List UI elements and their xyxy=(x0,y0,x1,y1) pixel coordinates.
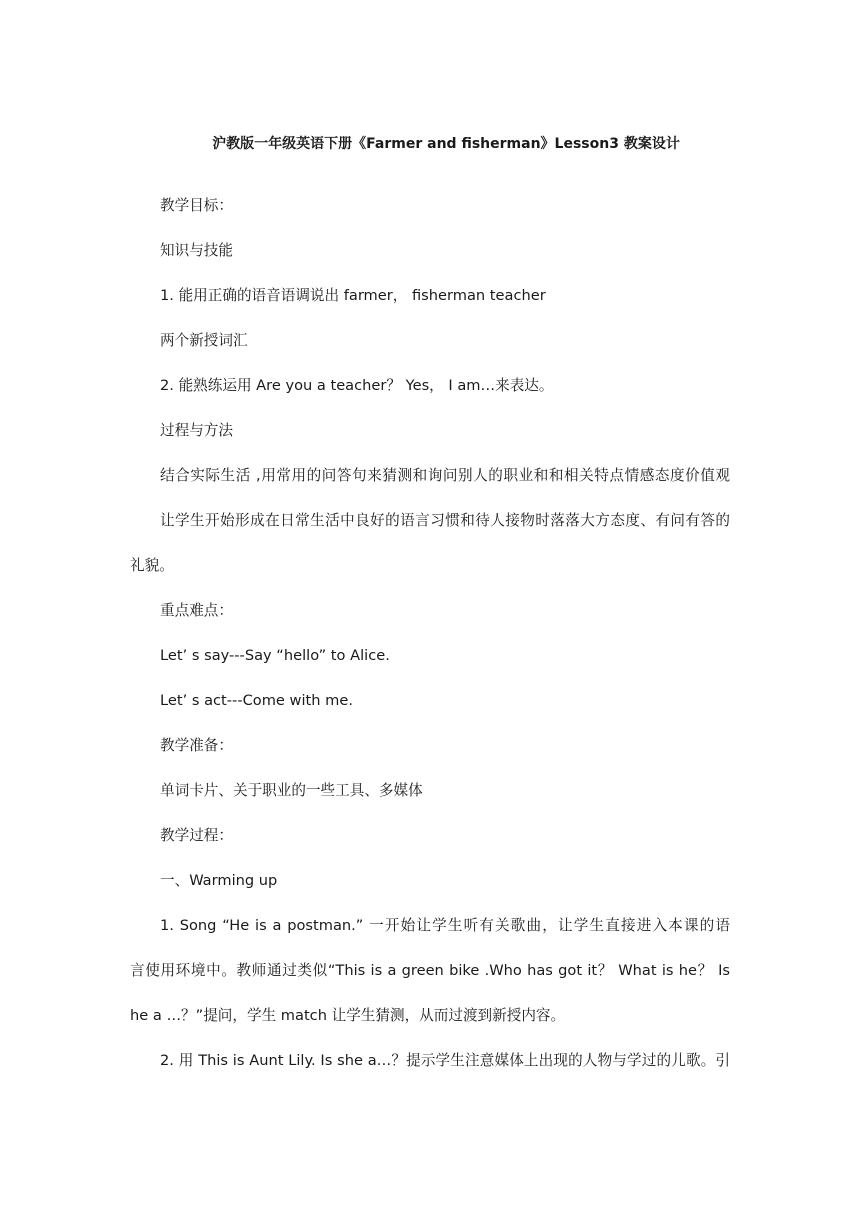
key-point-1: Let’ s say---Say “hello” to Alice. xyxy=(160,647,390,664)
process-methods-heading: 过程与方法 xyxy=(160,422,233,439)
process-methods-text: 结合实际生活 ,用常用的问答句来猜测和询问别人的职业和和相关特点情感态度价值观 xyxy=(160,467,730,484)
teaching-process-heading: 教学过程： xyxy=(160,827,233,844)
key-difficulties-heading: 重点难点： xyxy=(160,602,233,619)
warming-up-step-1: 1. Song “He is a postman.” 一开始让学生听有关歌曲，让学生直接进入本课的语 xyxy=(160,917,730,934)
teaching-materials-text: 单词卡片、关于职业的一些工具、多媒体 xyxy=(160,782,423,799)
objective-item-1-continued: 两个新授词汇 xyxy=(160,332,248,349)
teaching-preparation-heading: 教学准备： xyxy=(160,737,233,754)
teaching-objectives-heading: 教学目标： xyxy=(160,197,233,214)
objective-item-2: 2. 能熟练运用 Are you a teacher？ Yes， I am…来表达。 xyxy=(160,377,554,394)
attitude-values-text: 让学生开始形成在日常生活中良好的语言习惯和待人接物时落落大方态度、有问有答的 xyxy=(160,512,730,529)
knowledge-skills-heading: 知识与技能 xyxy=(160,242,233,259)
warming-up-step-1-continued: 言使用环境中。教师通过类似“This is a green bike .Who has got it？ What is he？ Is xyxy=(130,962,730,979)
objective-item-1: 1. 能用正确的语音语调说出 farmer， fisherman teacher xyxy=(160,287,546,304)
warming-up-heading: 一、Warming up xyxy=(160,872,278,889)
key-point-2: Let’ s act---Come with me. xyxy=(160,692,353,709)
warming-up-step-2: 2. 用 This is Aunt Lily. Is she a…？提示学生注意媒体上出现的人物与学过的儿歌。引 xyxy=(160,1052,730,1069)
document-title: 沪教版一年级英语下册《Farmer and fisherman》Lesson3 教案设计 xyxy=(212,136,680,152)
attitude-values-text-continued: 礼貌。 xyxy=(130,557,174,574)
warming-up-step-1-end: he a …？”提问，学生 match 让学生猜测，从而过渡到新授内容。 xyxy=(130,1007,566,1024)
